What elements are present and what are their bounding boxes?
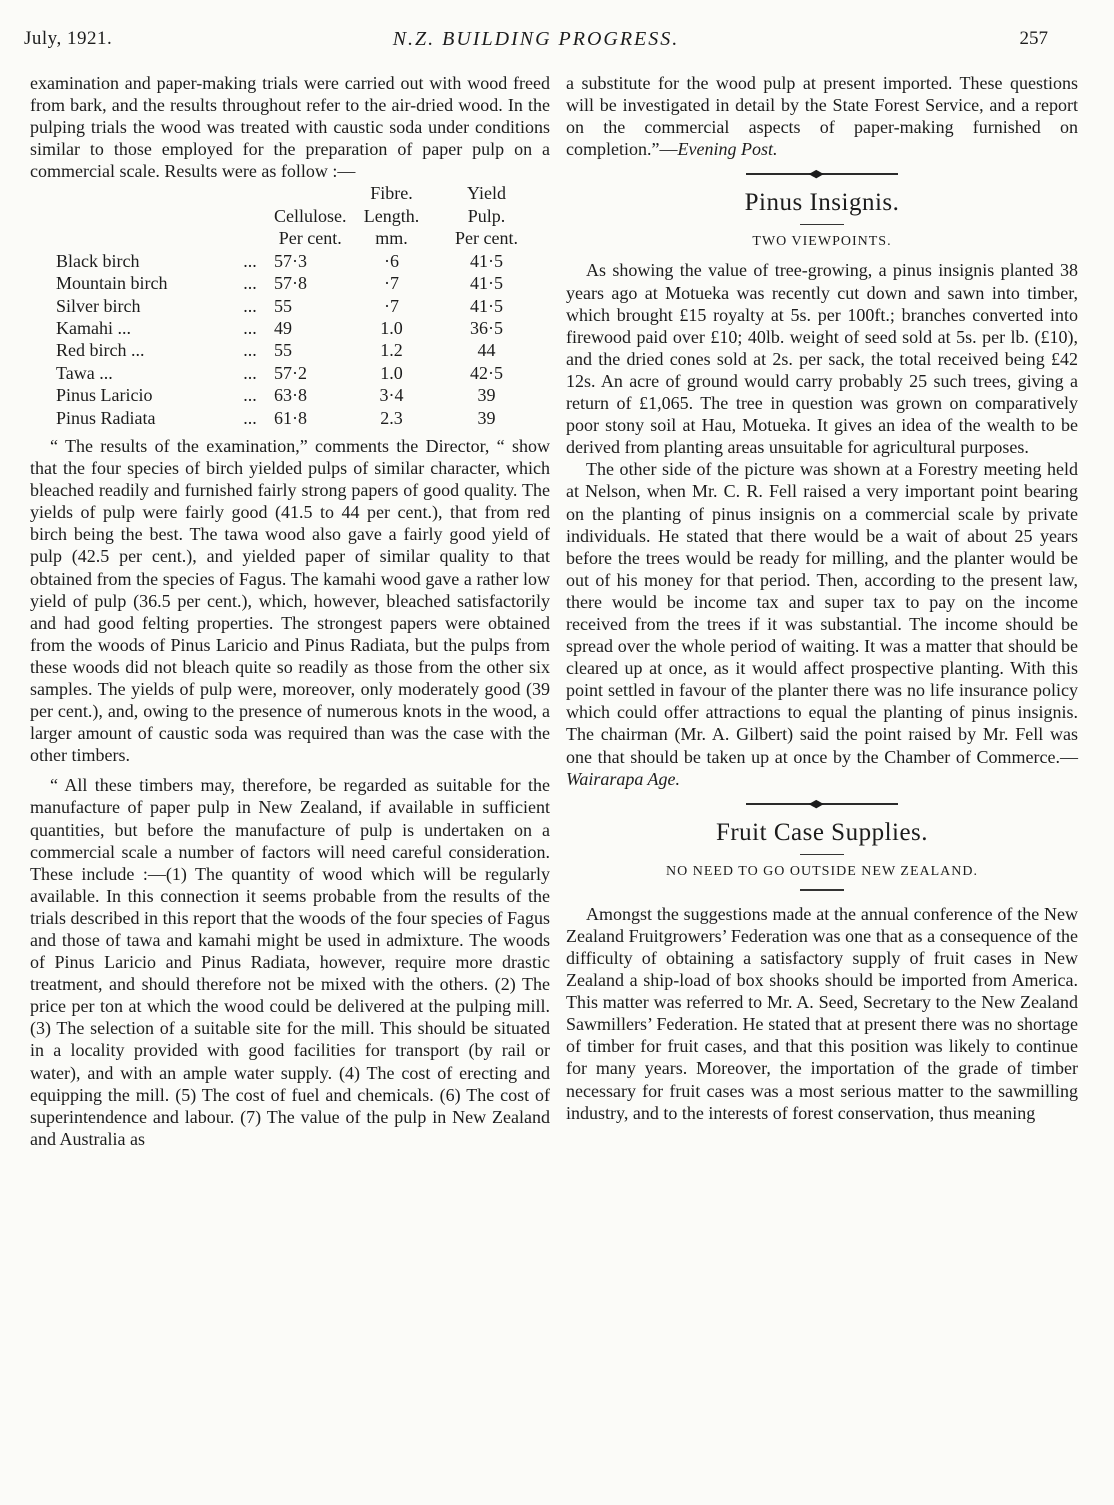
species-name: Mountain birch — [56, 273, 168, 294]
continued-paragraph — [566, 72, 1078, 160]
publication-title: N.Z. BUILDING PROGRESS. — [392, 28, 680, 50]
considerations-paragraph: “ All these timbers may, therefore, be regarded as suitable for the manufacture of paper pulp in New Zealand, if available in sufficient quantities, but before the manufacture of pulp is undertaken on a commercial scale a number of factors will need careful consideration. These include :—(1) The quantity of wood which will be regularly available. In this connection it seems probable from the results of the trials described in this report that the woods of the four species of Fagus and those of tawa and kamahi might be used in admixture. The woods of Pinus Laricio and Pinus Radiata, however, require more drastic treatment, and should therefore not be mixed with the others. (2) The price per ton at which the wood could be delivered at the pulping mill. (3) The selection of a suitable site for the mill. This should be situated in a locality provided with good facilities for transport (by rail or water), and with an ample water supply. (4) The cost of erecting and equipping the mill. (5) The cost of fuel and chemicals. (6) The cost of superintendence and labour. (7) The value of the pulp in New Zealand and Australia as — [30, 775, 550, 1149]
col-header: Pulp. — [467, 205, 506, 226]
table-row — [56, 407, 537, 429]
col-header: Yield — [467, 183, 506, 204]
cellulose-value: 61·8 — [274, 407, 307, 428]
cellulose-value: 57·2 — [274, 362, 307, 383]
fibre-value: 1.0 — [380, 362, 403, 383]
pinus-paragraph-2 — [566, 458, 1078, 789]
col-header: Per cent. — [278, 228, 342, 249]
article-subtitle: TWO VIEWPOINTS. — [752, 234, 892, 250]
fibre-value: 3·4 — [379, 385, 404, 406]
leader-dots: ... — [243, 295, 257, 316]
species-name: Kamahi ... — [56, 317, 131, 338]
yield-value: 36·5 — [470, 317, 503, 338]
table-row — [56, 317, 537, 339]
table-header-row-1 — [56, 182, 537, 204]
fibre-value: 2.3 — [380, 407, 403, 428]
yield-value: 42·5 — [470, 362, 503, 383]
table-row — [56, 250, 537, 272]
species-name: Red birch ... — [56, 340, 145, 361]
cellulose-value: 57·3 — [274, 250, 307, 271]
director-comment-paragraph: “ The results of the examination,” comments the Director, “ show that the four species of birch yielded pulps of similar character, which bleached readily and furnished fairly strong papers of good quality. The yields of pulp were fairly good (41.5 to 44 per cent.), that from red birch being the best. The tawa wood also gave a fairly good yield of pulp (42.5 per cent.), and yielded paper of similar quality to that obtained from the species of Fagus. The kamahi wood gave a rather low yield of pulp (36.5 per cent.), which, however, bleached satisfactorily and had good felting properties. The strongest papers were obtained from the woods of Pinus Laricio and Pinus Radiata, but the pulps from these woods did not bleach quite so readily as those from the other six samples. The yields of pulp were, moreover, only moderately good (39 per cent.), and, owing to the presence of numerous knots in the wood, a larger amount of caustic soda was required than was the case with the other timbers. — [30, 435, 550, 766]
yield-value: 44 — [477, 340, 496, 361]
title-rule — [800, 224, 844, 225]
diamond-ornament-icon: ◆ — [808, 797, 824, 810]
table-row — [56, 339, 537, 361]
fibre-value: ·6 — [384, 250, 399, 271]
leader-dots: ... — [243, 385, 257, 406]
col-header: mm. — [375, 228, 408, 249]
leader-dots: ... — [243, 362, 257, 383]
source-wairarapa-age: Wairarapa Age. — [566, 768, 681, 789]
col-header: Cellulose. — [274, 205, 347, 226]
pulp-results-table — [56, 182, 537, 428]
yield-value: 39 — [477, 407, 496, 428]
table-row — [56, 362, 537, 384]
col-header: Fibre. — [370, 183, 413, 204]
table-header-row-3 — [56, 227, 537, 249]
leader-dots: ... — [243, 273, 257, 294]
species-name: Pinus Laricio — [56, 385, 153, 406]
species-name: Silver birch — [56, 295, 141, 316]
table-row — [56, 295, 537, 317]
leader-dots: ... — [243, 317, 257, 338]
leader-dots: ... — [243, 407, 257, 428]
cellulose-value: 55 — [274, 295, 292, 316]
left-column — [30, 72, 550, 1150]
species-name: Black birch — [56, 250, 140, 271]
cellulose-value: 49 — [274, 317, 292, 338]
subtitle-rule — [800, 889, 844, 891]
col-header: Per cent. — [455, 228, 518, 249]
species-name: Tawa ... — [56, 362, 113, 383]
page-header — [24, 28, 1048, 56]
article-title-fruit-case: Fruit Case Supplies. — [715, 818, 929, 846]
fibre-value: 1.0 — [380, 317, 403, 338]
pinus-paragraph-2-text: The other side of the picture was shown at a Forestry meeting held at Nelson, when Mr. C. R. Fell raised a very important point bearing on the planting of pinus insignis on a commercial scale by private individuals. He stated that there would be a wait of about 25 years before the trees would be ready for milling, and the planter would be out of his money for that period. Then, according to the present law, there would be income tax and super tax to pay on the income received from the trees if it was substantial. The income should be spread over the whole period of waiting. It was a matter that should be cleared up at once, as it would affect prospective planting. With this point settled in favour of the planter there was no life insurance policy which could offer attractions to equal the planting of pinus insignis. The chairman (Mr. A. Gilbert) said the point raised by Mr. Fell was one that should be taken up at once by the Chamber of Commerce.— — [566, 459, 1078, 767]
article-title-pinus-insignis: Pinus Insignis. — [744, 189, 900, 217]
col-header: Length. — [363, 205, 420, 226]
source-evening-post: Evening Post. — [677, 139, 778, 160]
fibre-value: ·7 — [384, 273, 399, 294]
col-header — [274, 182, 347, 204]
page-number: 257 — [1019, 28, 1048, 49]
pinus-paragraph-1: As showing the value of tree-growing, a pinus insignis planted 38 years ago at Motueka was recently cut down and sawn into timber, which brought £15 royalty at 5s. per 100ft.; branches converted into firewood paid over £10; 40lb. weight of seed sold at 5s. per lb. (£10), and the dried cones sold at 2s. per sack, the total received being £42 12s. An acre of ground would carry probably 25 such trees, giving a return of £1,065. The tree in question was grown on comparatively poor stony soil at Hau, Motueka. It gives an idea of the wealth to be derived from planting areas unsuitable for agricultural purposes. — [566, 260, 1078, 458]
cellulose-value: 63·8 — [274, 385, 307, 406]
leader-dots: ... — [243, 250, 257, 271]
fibre-value: 1.2 — [380, 340, 403, 361]
table-row — [56, 384, 537, 406]
yield-value: 41·5 — [470, 295, 503, 316]
fruit-case-paragraph: Amongst the suggestions made at the annual conference of the New Zealand Fruitgrowers’ Federation was one that as a consequence of the difficulty of obtaining a satisfactory supply of fruit cases in New Zealand a ship-load of box shooks should be imported from America. This matter was referred to Mr. A. Seed, Secretary to the New Zealand Sawmillers’ Federation. He stated that at present there was no shortage of timber for fruit cases, and that this position was likely to continue for many years. Moreover, the importation of the grade of timber necessary for fruit cases was a most serious matter to the sawmilling industry, and to the interests of forest conservation, thus meaning — [566, 903, 1078, 1123]
intro-paragraph: examination and paper-making trials were carried out with wood freed from bark, and the results throughout refer to the air-dried wood. In the pulping trials the wood was treated with caustic soda under conditions similar to those employed for the preparation of paper pulp on a commercial scale. Results were as follow :— — [30, 73, 550, 182]
section-divider — [566, 166, 1078, 182]
title-rule — [800, 854, 844, 855]
yield-value: 41·5 — [470, 250, 503, 271]
continued-text: a substitute for the wood pulp at present imported. These questions will be investigated in detail by the State Forest Service, and a report on the commercial aspects of paper-making furnished on completion.”— — [566, 73, 1078, 160]
yield-value: 39 — [477, 385, 496, 406]
table-header-row-2 — [56, 205, 537, 227]
yield-value: 41·5 — [470, 273, 503, 294]
table-row — [56, 272, 537, 294]
fibre-value: ·7 — [384, 295, 399, 316]
right-column — [566, 72, 1078, 1124]
diamond-ornament-icon: ◆ — [808, 168, 824, 181]
species-name: Pinus Radiata — [56, 407, 156, 428]
section-divider — [566, 796, 1078, 812]
cellulose-value: 57·8 — [274, 273, 307, 294]
issue-date: July, 1921. — [24, 28, 113, 49]
leader-dots: ... — [243, 340, 257, 361]
cellulose-value: 55 — [274, 340, 292, 361]
article-subtitle: NO NEED TO GO OUTSIDE NEW ZEALAND. — [665, 863, 979, 879]
